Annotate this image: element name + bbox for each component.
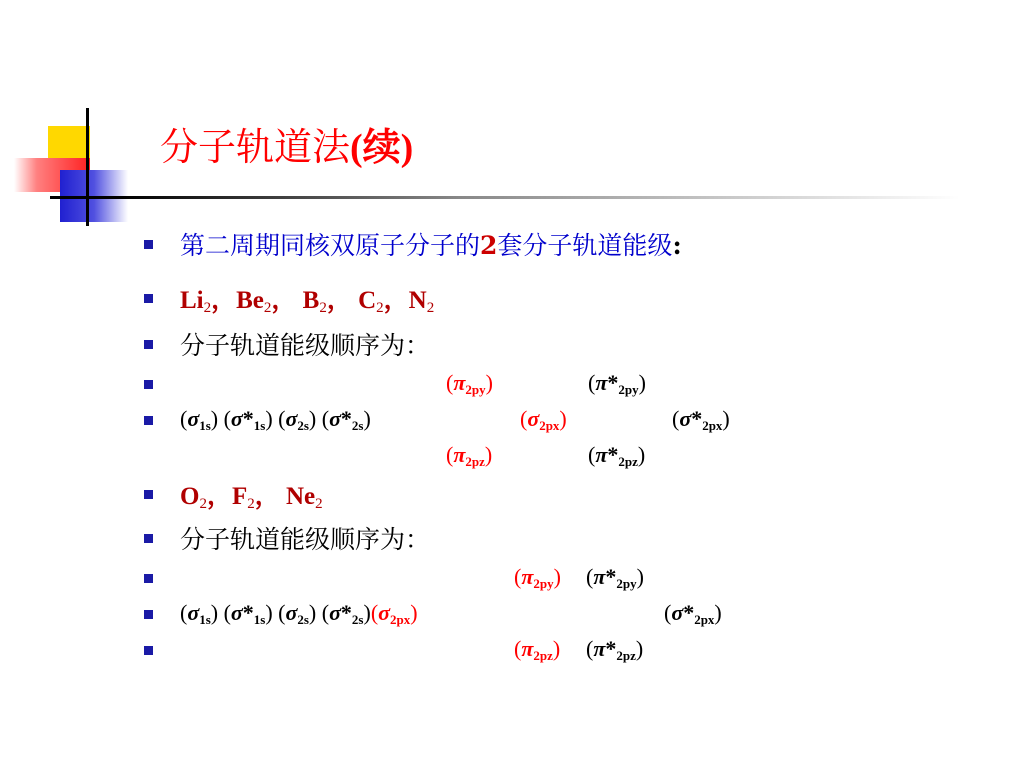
line-heading: 第二周期同核双原子分子的2套分子轨道能级: <box>180 231 682 260</box>
title-main: 分子轨道法 <box>160 125 351 169</box>
orbital-pistar-2pz-b: (π*2pz) <box>586 636 644 663</box>
bullet-icon <box>144 340 153 349</box>
orbital-sigma-row-1: (σ1s) (σ*1s) (σ2s) (σ*2s) <box>180 406 371 433</box>
line-order-2: 分子轨道能级顺序为： <box>180 525 431 554</box>
line-molecules-2: $O_2$，$F_2$， $Ne_2$ <box>180 483 323 512</box>
bullet-icon <box>144 380 153 389</box>
orbital-pi-2pz: (π2pz) <box>446 442 493 469</box>
title-paren: (续) <box>350 127 414 169</box>
bullet-icon <box>144 240 153 249</box>
bullet-icon <box>144 534 153 543</box>
orbital-sigma-row-2: (σ1s) (σ*1s) (σ2s) (σ*2s)(σ2px) <box>180 600 418 627</box>
orbital-sigmastar-2px: (σ*2px) <box>672 406 730 433</box>
line-molecules-1: $Li_2$，$Be_2$， $B_2$， $C_2$，$N_2$ <box>180 287 435 316</box>
bullet-icon <box>144 294 153 303</box>
orbital-pi-2py-b: (π2py) <box>514 564 561 591</box>
orbital-pistar-2py: (π*2py) <box>588 370 646 397</box>
decor-vertical-line <box>86 108 89 226</box>
orbital-pi-2py: (π2py) <box>446 370 493 397</box>
line-order-1: 分子轨道能级顺序为： <box>180 331 431 360</box>
slide-title <box>160 116 413 171</box>
bullet-icon <box>144 416 153 425</box>
orbital-pistar-2py-b: (π*2py) <box>586 564 644 591</box>
bullet-icon <box>144 490 153 499</box>
orbital-sigmastar-2px-b: (σ*2px) <box>664 600 722 627</box>
bullet-icon <box>144 574 153 583</box>
decor-horizontal-line <box>50 196 960 199</box>
orbital-sigma-2px: (σ2px) <box>520 406 567 433</box>
orbital-pistar-2pz: (π*2pz) <box>588 442 646 469</box>
bullet-icon <box>144 610 153 619</box>
orbital-pi-2pz-b: (π2pz) <box>514 636 561 663</box>
bullet-icon <box>144 646 153 655</box>
